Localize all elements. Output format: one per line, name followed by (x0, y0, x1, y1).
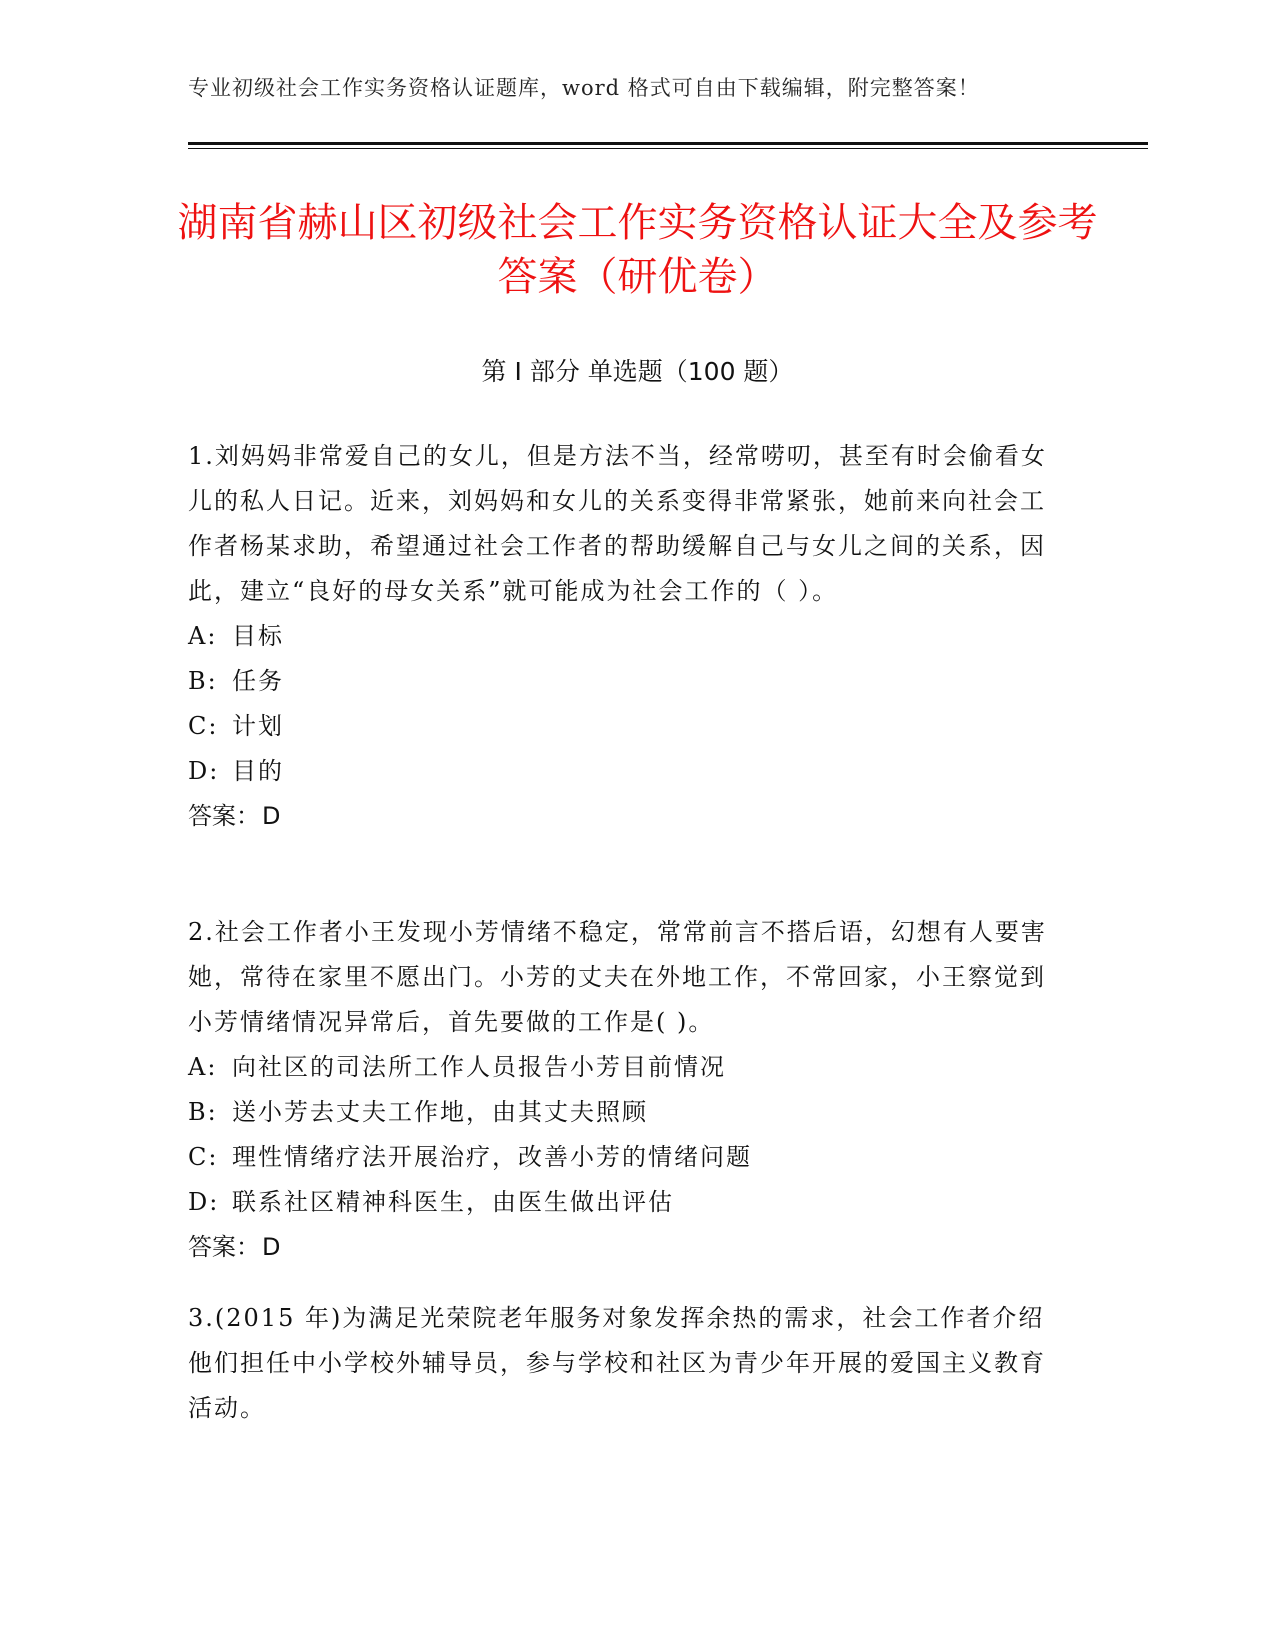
option-a (188, 614, 1063, 659)
question-text: 2.社会工作者小王发现小芳情绪不稳定，常常前言不搭后语，幻想有人要害她，常待在家里不愿出门。小芳的丈夫在外地工作，不常回家，小王察觉到小芳情绪情况异常后，首先要做的工作是( )。 (188, 918, 1047, 1036)
answer-value: D (262, 802, 281, 830)
answer-value: D (262, 1233, 281, 1261)
option-text: 目的 (232, 757, 284, 785)
header-rule-thin (188, 148, 1148, 149)
option-key: D: (188, 757, 220, 785)
option-a (188, 1045, 1063, 1090)
option-text: 理性情绪疗法开展治疗，改善小芳的情绪问题 (232, 1143, 752, 1171)
option-c (188, 704, 1063, 749)
option-c (188, 1135, 1063, 1180)
option-text: 联系社区精神科医生，由医生做出评估 (232, 1188, 674, 1216)
option-text: 计划 (232, 712, 284, 740)
option-key: B: (188, 667, 218, 695)
question-1 (188, 434, 1063, 839)
answer-label: 答案： (188, 1233, 260, 1261)
option-key: C: (188, 1143, 219, 1171)
option-d (188, 1180, 1063, 1225)
option-text: 目标 (232, 622, 284, 650)
question-2 (188, 910, 1063, 1270)
header-note: 专业初级社会工作实务资格认证题库，word 格式可自由下载编辑，附完整答案！ (188, 76, 980, 100)
option-key: C: (188, 712, 219, 740)
header-rule-thick (188, 142, 1148, 145)
option-key: A: (188, 1053, 218, 1081)
option-d (188, 749, 1063, 794)
question-text: 3.(2015 年)为满足光荣院老年服务对象发挥余热的需求，社会工作者介绍他们担任中小学校外辅导员，参与学校和社区为青少年开展的爱国主义教育活动。 (188, 1304, 1046, 1422)
answer-line (188, 1225, 1063, 1270)
option-text: 任务 (232, 667, 284, 695)
option-text: 向社区的司法所工作人员报告小芳目前情况 (232, 1053, 726, 1081)
answer-label: 答案： (188, 802, 260, 830)
option-b (188, 659, 1063, 704)
document-title: 湖南省赫山区初级社会工作实务资格认证大全及参考答案（研优卷） (177, 200, 1098, 300)
option-key: D: (188, 1188, 220, 1216)
question-3 (188, 1296, 1063, 1431)
option-text: 送小芳去丈夫工作地，由其丈夫照顾 (232, 1098, 648, 1126)
option-b (188, 1090, 1063, 1135)
answer-line (188, 794, 1063, 839)
option-key: B: (188, 1098, 218, 1126)
section-title: 第 I 部分 单选题（100 题） (481, 357, 794, 386)
question-text: 1.刘妈妈非常爱自己的女儿，但是方法不当，经常唠叨，甚至有时会偷看女儿的私人日记。近来，刘妈妈和女儿的关系变得非常紧张，她前来向社会工作者杨某求助，希望通过社会工作者的帮助缓解自己与女儿之间的关系，因此，建立“良好的母女关系”就可能成为社会工作的（ ）。 (188, 442, 1047, 605)
option-key: A: (188, 622, 218, 650)
